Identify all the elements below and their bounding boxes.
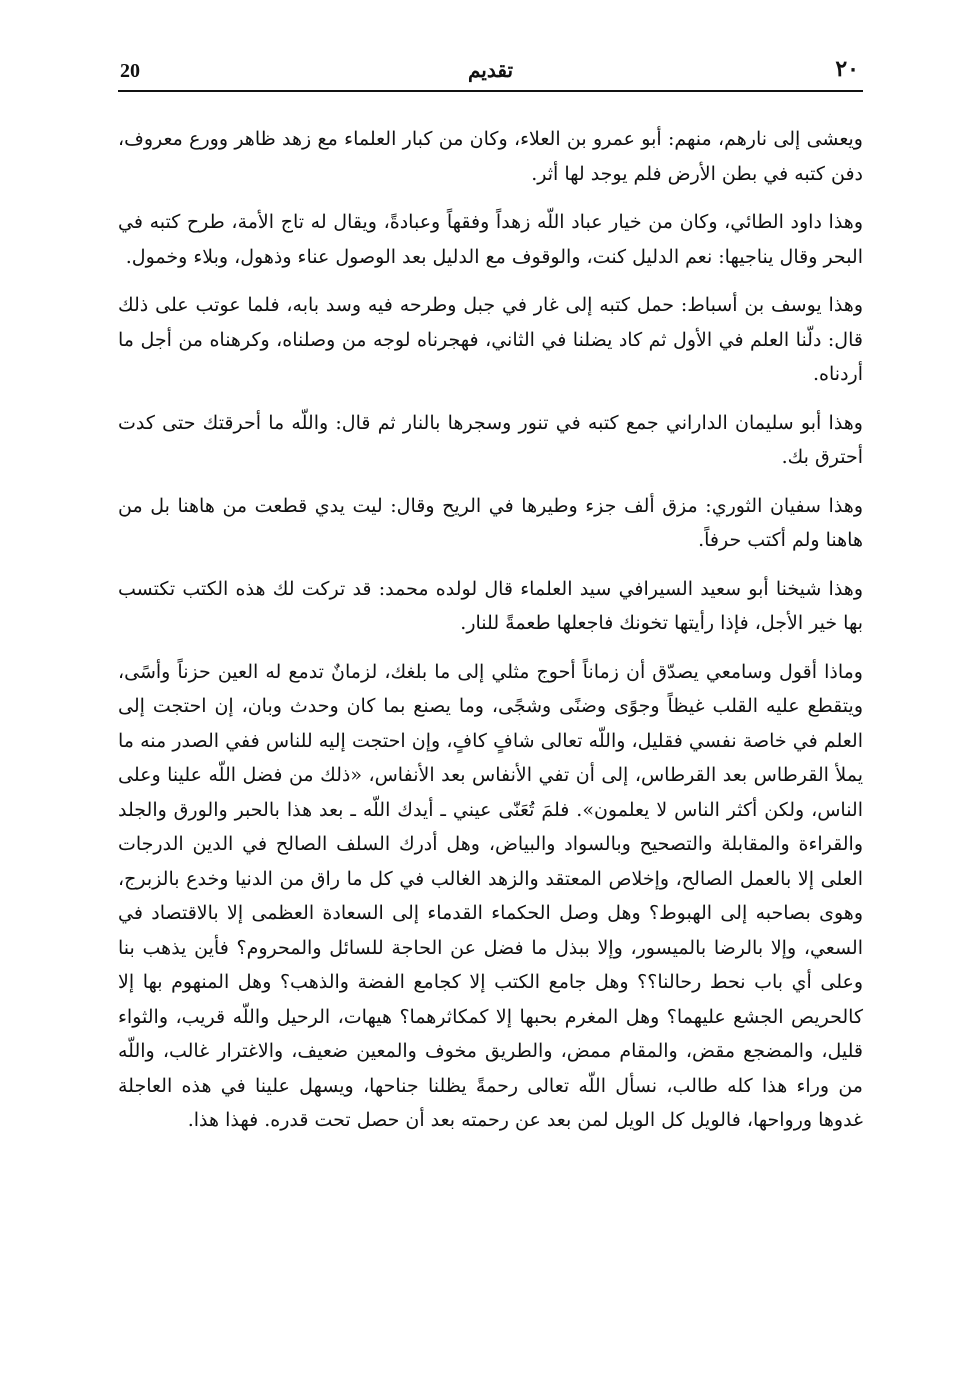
paragraph-2: وهذا داود الطائي، وكان من خيار عباد اللّه زهداً وفقهاً وعبادةً، ويقال له تاج الأمة، طرح كتبه في البحر وقال يناجيها: نعم الدليل كنت، والوقوف مع الدليل بعد الوصول عناء وذهول، وبلاء وخمول. bbox=[118, 211, 863, 268]
paragraph-3: وهذا يوسف بن أسباط: حمل كتبه إلى غار في جبل وطرحه فيه وسد بابه، فلما عوتب على ذلك قال: دلّنا العلم في الأول ثم كاد يضلنا في الثاني، فهجرناه لوجه من وصلناه، وكرهناه من أجل ما أردناه. bbox=[118, 294, 863, 385]
paragraph-7: وماذا أقول وسامعي يصدّق أن زماناً أحوج مثلي إلى ما بلغك، لزمانٌ تدمع له العين حزناً وأسًى، ويتقطع عليه القلب غيظاً وجوًى وضنًى وشجًى، وما يصنع بما كان وحدث وبان، إن احتجت إلى العلم في خاصة نفسي فقليل، واللّه تعالى شافٍ كافٍ، وإن احتجت إليه للناس ففي الصدر منه ما يملأ القرطاس بعد القرطاس، إلى أن تفي الأنفاس بعد الأنفاس، «ذلك من فضل اللّه علينا وعلى الناس، ولكن أكثر الناس لا يعلمون». فلمَ تُعَنّى عيني ـ أيدك اللّه ـ بعد هذا بالحبر والورق والجلد والقراءة والمقابلة والتصحيح وبالسواد والبياض، وهل أدرك السلف الصالح في الدين الدرجات العلى إلا بالعمل الصالح، وإخلاص المعتقد والزهد الغالب في كل ما راق من الدنيا وخدع بالزبرج، وهوى بصاحبه إلى الهبوط؟ وهل وصل الحكماء القدماء إلى السعادة العظمى إلا بالاقتصاد في السعي، وإلا بالرضا بالميسور، وإلا ببذل ما فضل عن الحاجة للسائل والمحروم؟ فأين يذهب بنا وعلى أي باب نحط رحالنا؟؟ وهل جامع الكتب إلا كجامع الفضة والذهب؟ وهل المنهوم بها إلا كالحريص الجشع عليهما؟ وهل المغرم بحبها إلا كمكاثرهما؟ هيهات، الرحيل واللّه قريب، والثواء قليل، والمضجع مقض، والمقام ممض، والطريق مخوف والمعين ضعيف، والاغترار غالب، واللّه من وراء هذا كله طالب، نسأل اللّه تعالى رحمةً يظلنا جناحها، ويسهل علينا في هذه العاجلة غدوها ورواحها، فالويل كل الويل لمن بعد عن رحمته بعد أن حصل تحت قدره. فهذا هذا. bbox=[118, 660, 863, 1131]
paragraph-4: وهذا أبو سليمان الداراني جمع كتبه في تنور وسجرها بالنار ثم قال: واللّه ما أحرقتك حتى كدت أحترق بك. bbox=[118, 411, 863, 468]
page-number-latin: 20 bbox=[120, 60, 140, 82]
running-title: تقديم bbox=[467, 58, 514, 82]
paragraph-1: ويعشى إلى نارهم، منهم: أبو عمرو بن العلاء، وكان من كبار العلماء مع زهد ظاهر وورع معروف، دفن كتبه في بطن الأرض فلم يوجد لها أثر. bbox=[118, 128, 863, 185]
paragraph-5: وهذا سفيان الثوري: مزق ألف جزء وطيرها في الريح وقال: ليت يدي قطعت من هاهنا بل من هاهنا ولم أكتب حرفاً. bbox=[118, 494, 863, 551]
page-number-arabic: ٢٠ bbox=[835, 56, 859, 82]
running-header bbox=[118, 48, 863, 92]
book-page bbox=[118, 48, 863, 1348]
page-body bbox=[118, 122, 863, 1138]
paragraph-6: وهذا شيخنا أبو سعيد السيرافي سيد العلماء قال لولده محمد: قد تركت لك هذه الكتب تكتسب بها خير الأجل، فإذا رأيتها تخونك فاجعلها طعمةً للنار. bbox=[118, 577, 863, 634]
